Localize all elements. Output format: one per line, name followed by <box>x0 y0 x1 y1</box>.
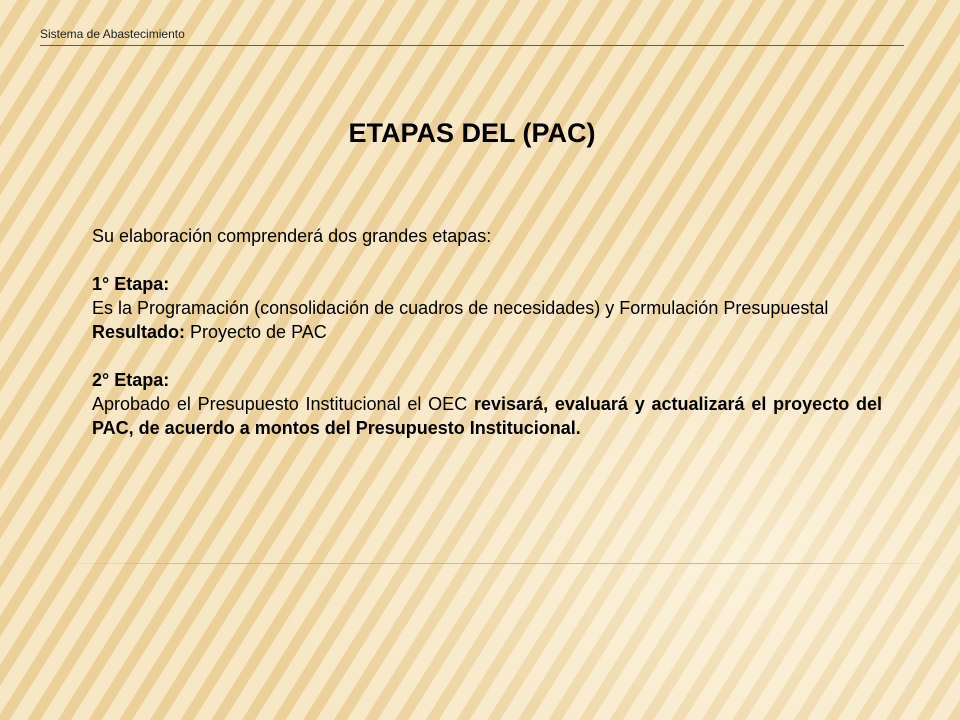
stage2-text-bold: revisará, evaluará y actualizará el proyecto del PAC, de acuerdo a montos del Presupuesto Institucional. <box>92 394 882 438</box>
stage1-result-value: Proyecto de PAC <box>185 322 327 342</box>
slide-header <box>40 25 904 46</box>
stage1-result <box>92 320 882 344</box>
stage2-text-plain: Aprobado el Presupuesto Institucional el OEC <box>92 394 474 414</box>
spacer <box>92 248 882 272</box>
slide-title: ETAPAS DEL (PAC) <box>348 118 596 148</box>
stage2-text <box>92 392 882 440</box>
slide-body <box>92 224 882 440</box>
stage2-heading: 2° Etapa: <box>92 370 170 390</box>
spacer <box>92 344 882 368</box>
header-title: Sistema de Abastecimiento <box>40 27 185 41</box>
intro-text: Su elaboración comprenderá dos grandes etapas: <box>92 226 492 246</box>
decorative-divider <box>60 563 940 564</box>
stage1-text: Es la Programación (consolidación de cuadros de necesidades) y Formulación Presupuestal <box>92 298 829 318</box>
stage1-result-label: Resultado: <box>92 322 186 342</box>
stage1-heading: 1° Etapa: <box>92 274 170 294</box>
